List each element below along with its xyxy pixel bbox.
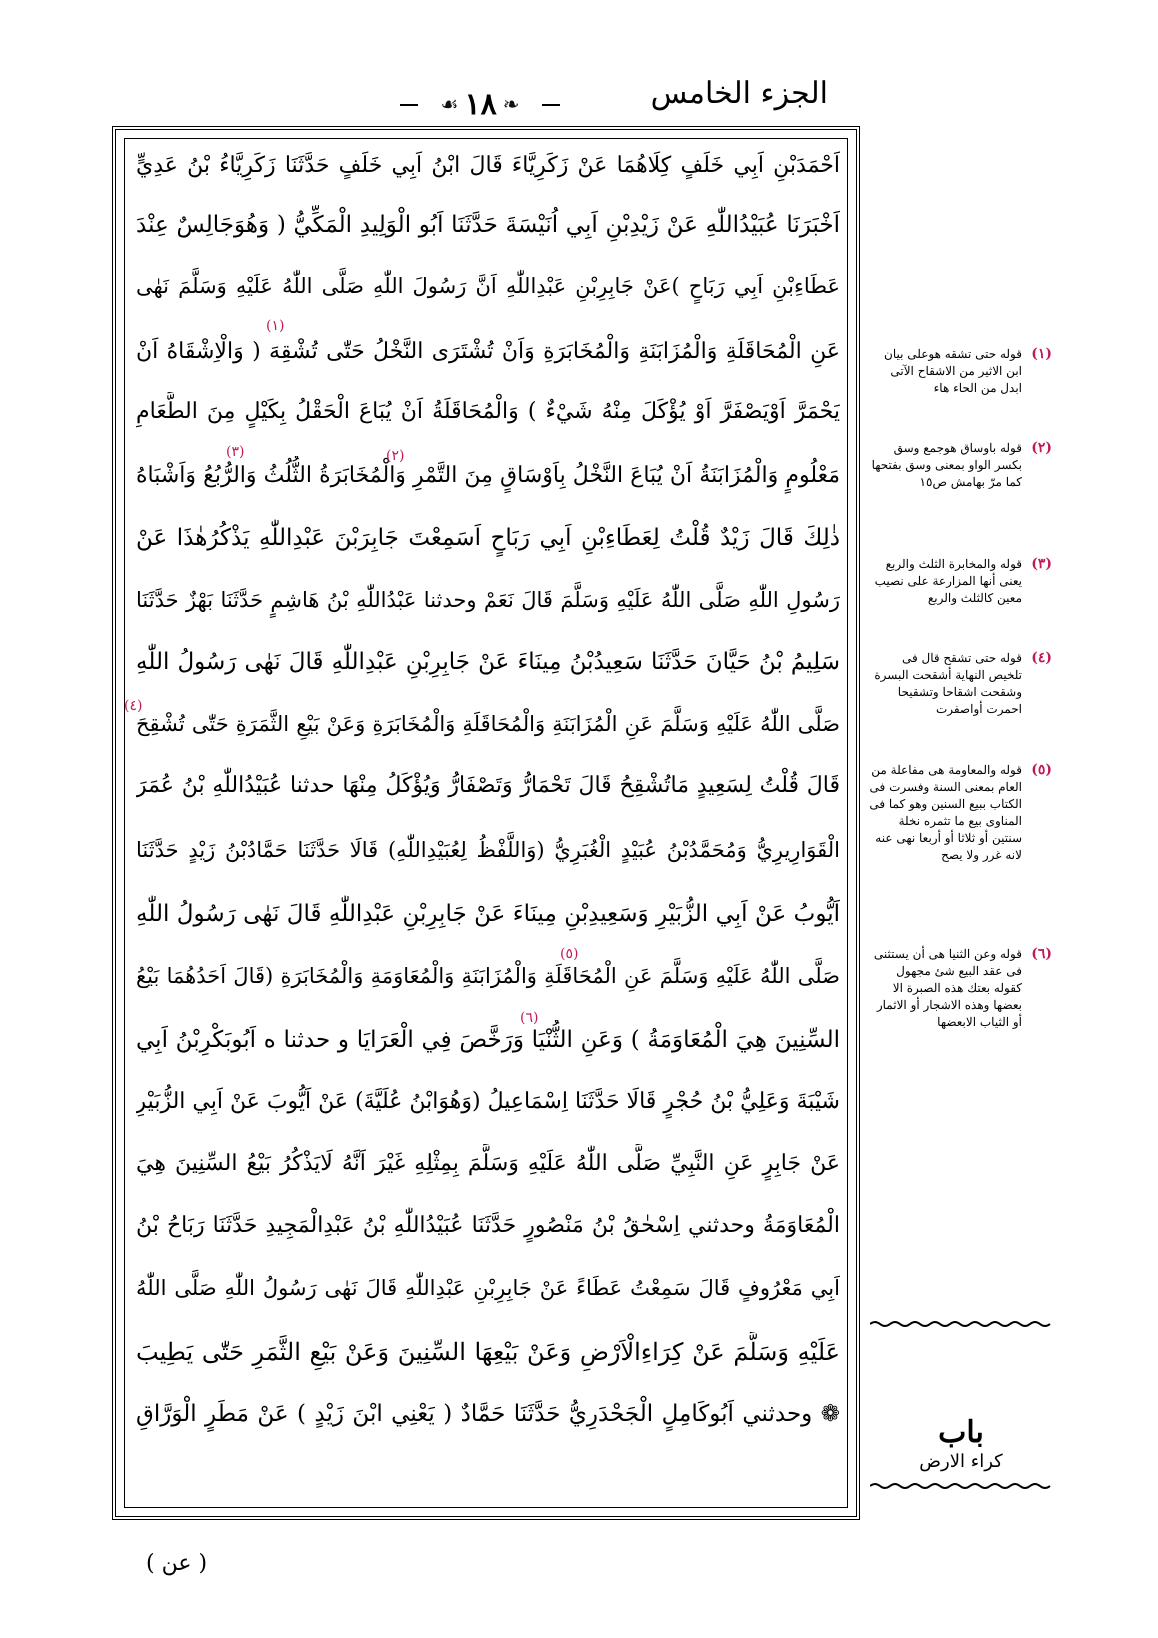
note-number: (٦) [1031, 946, 1052, 962]
note-number: (٥) [1031, 762, 1052, 778]
text-line: شَيْبَةَ وَعَلِيُّ بْنُ حُجْرٍ قَالَا حَدَّثَنَا اِسْمَاعِيلُ (وَهُوَابْنُ عُلَيَّةَ) عَنْ اَيُّوبَ عَنْ اَبِي الزُّبَيْرِ [136, 1089, 840, 1114]
left-ornament-icon: ❧ [502, 92, 520, 116]
header-rule [542, 104, 560, 106]
text-line: ذٰلِكَ قَالَ زَيْدٌ قُلْتُ لِعَطَاءِبْنِ اَبِي رَبَاحٍ اَسَمِعْتَ جَابِرَبْنَ عَبْدِاللّٰهِ يَذْكُرُهٰذَا عَنْ [136, 525, 840, 551]
wavy-divider [870, 1320, 1052, 1328]
note-text: قوله حتى تشقه هوعلى بيان ابن الاثير من الاشقاح الآتى ابدل من الحاء هاء [884, 347, 1022, 395]
bab-title: كراء الارض [919, 1451, 1003, 1472]
text-line: قَالَ قُلْتُ لِسَعِيدٍ مَاتُشْقِحُ قَالَ تَحْمَارُّ وَتَصْفَارُّ وَيُؤْكَلُ مِنْهَا حدثنا عُبَيْدُاللّٰهِ بْنُ عُمَرَ [136, 773, 840, 798]
margin-note [868, 650, 1052, 718]
margin-note [868, 346, 1052, 397]
text-line: عَنْ جَابِرٍ عَنِ النَّبِيِّ صَلَّى اللّٰهُ عَلَيْهِ وَسَلَّمَ بِمِثْلِهِ غَيْرَ اَنَّهُ لَايَذْكُرُ بَيْعُ السِّنِينَ هِيَ [136, 1151, 840, 1176]
footnote-marker: (٥) [560, 946, 579, 962]
text-line: الْمُعَاوَمَةُ وحدثني اِسْحٰقُ بْنُ مَنْصُورٍ حَدَّثَنَا عُبَيْدُاللّٰهِ بْنُ عَبْدِالْمَجِيدِ حَدَّثَنَا رَبَاحُ بْنُ [136, 1213, 840, 1238]
text-line: الْقَوَارِيرِيُّ وَمُحَمَّدُبْنُ عُبَيْدٍ الْغُبَرِيُّ (وَاللَّفْظُ لِعُبَيْدِاللّٰهِ) قَالَا حَدَّثَنَا حَمَّادُبْنُ زَيْدٍ حَدَّثَنَا [136, 838, 840, 862]
right-ornament-icon: ☙ [440, 92, 459, 116]
text-line: اَحْمَدَبْنِ اَبِي خَلَفٍ كِلَاهُمَا عَنْ زَكَرِيَّاءَ قَالَ ابْنُ اَبِي خَلَفٍ حَدَّثَنَا زَكَرِيَّاءُ بْنُ عَدِيٍّ [136, 153, 840, 178]
text-line: سَلِيمُ بْنُ حَيَّانَ حَدَّثَنَا سَعِيدُبْنُ مِينَاءَ عَنْ جَابِرِبْنِ عَبْدِاللّٰهِ قَالَ نَهٰى رَسُولُ اللّٰهِ [136, 649, 840, 675]
note-text: قوله وعن الثنيا هى أن يستثنى فى عقد البيع شئ مجهول كقوله بعتك هذه الصبرة الا بعضها وهذه الاشجار أو الاثمار أو الثياب الابعضها [873, 947, 1022, 1029]
margin-note [868, 762, 1052, 864]
bab-word: باب [938, 1415, 984, 1450]
note-number: (١) [1031, 346, 1052, 362]
margin-note [868, 440, 1052, 491]
text-line: اَخْبَرَنَا عُبَيْدُاللّٰهِ عَنْ زَيْدِبْنِ اَبِي اُنَيْسَةَ حَدَّثَنَا اَبُو الْوَلِيدِ الْمَكِّيُّ ( وَهُوَجَالِسٌ عِنْدَ [136, 212, 840, 238]
page-number-area [420, 84, 540, 124]
text-line: مَعْلُومٍ وَالْمُزَابَنَةُ اَنْ يُبَاعَ النَّخْلُ بِاَوْسَاقٍ مِنَ التَّمْرِ وَالْمُخَابَرَةُ الثُّلُثُ وَالرُّبُعُ وَاَشْبَاهُ [136, 463, 840, 488]
text-line: صَلَّى اللّٰهُ عَلَيْهِ وَسَلَّمَ عَنِ الْمُحَاقَلَةِ وَالْمُزَابَنَةِ وَالْمُعَاوَمَةِ وَالْمُخَابَرَةِ (قَالَ اَحَدُهُمَا بَيْعُ [136, 964, 840, 988]
text-line: السِّنِينَ هِيَ الْمُعَاوَمَةُ ) وَعَنِ الثُّنْيَا وَرَخَّصَ فِي الْعَرَايَا و حدثنا ه اَبُوبَكْرِبْنُ اَبِي [136, 1027, 840, 1053]
footnote-marker: (٣) [226, 444, 245, 460]
note-text: قوله والمعاومة هى مفاعلة من العام بمعنى السنة وفسرت فى الكتاب ببيع السنين وهو كما فى المناوى بيع ما تثمره نخلة سنتين أو ثلاثا أو أربعا نهى عنه لانه غرر ولا يصح [869, 763, 1022, 862]
signature-mark: ( عن ) [146, 1551, 208, 1576]
note-text: قوله والمخابرة الثلث والربع يعنى أنها المزارعة على نصيب معين كالثلث والربع [874, 557, 1022, 605]
note-number: (٣) [1031, 556, 1052, 572]
chapter-heading [870, 1416, 1052, 1474]
text-line: عَنِ الْمُحَاقَلَةِ وَالْمُزَابَنَةِ وَالْمُخَابَرَةِ وَاَنْ تُشْتَرَى النَّخْلُ حَتّٰى تُشْقِهَ ( وَالْاِشْقَاهُ اَنْ [136, 339, 840, 364]
text-line: عَطَاءِبْنِ اَبِي رَبَاحٍ )عَنْ جَابِرِبْنِ عَبْدِاللّٰهِ اَنَّ رَسُولَ اللّٰهِ صَلَّى اللّٰهُ عَلَيْهِ وَسَلَّمَ نَهٰى [136, 274, 840, 298]
page-number: ١٨ [464, 86, 497, 122]
footnote-marker: (٦) [520, 1010, 539, 1026]
text-line: عَلَيْهِ وَسَلَّمَ عَنْ كِرَاءِالْاَرْضِ وَعَنْ بَيْعِهَا السِّنِينَ وَعَنْ بَيْعِ الثَّمَرِ حَتّٰى يَطِيبَ [136, 1338, 840, 1366]
margin-note [868, 556, 1052, 607]
text-line: رَسُولِ اللّٰهِ صَلَّى اللّٰهُ عَلَيْهِ وَسَلَّمَ قَالَ نَعَمْ وحدثنا عَبْدُاللّٰهِ بْنُ هَاشِمٍ حَدَّثَنَا بَهْزٌ حَدَّثَنَا [136, 588, 840, 612]
footnote-marker: (٢) [386, 448, 405, 464]
note-text: قوله حتى تشقح قال فى تلخيص النهاية أشقحت البسرة وشقحت اشقاحا وتشقيحا احمرت أواصفرت [874, 651, 1022, 716]
part-title: الجزء الخامس [650, 76, 828, 111]
text-line: اَبِي مَعْرُوفٍ قَالَ سَمِعْتُ عَطَاءً عَنْ جَابِرِبْنِ عَبْدِاللّٰهِ قَالَ نَهٰى رَسُولُ اللّٰهِ صَلَّى اللّٰهُ [136, 1276, 840, 1300]
margin-note [868, 946, 1052, 1031]
wavy-divider [870, 1482, 1052, 1490]
note-number: (٢) [1031, 440, 1052, 456]
note-number: (٤) [1031, 650, 1052, 666]
text-line: ❁ وحدثني اَبُوكَامِلٍ الْجَحْدَرِيُّ حَدَّثَنَا حَمَّادٌ ( يَعْنِي ابْنَ زَيْدٍ ) عَنْ مَطَرٍ الْوَرَّاقِ [136, 1401, 840, 1427]
text-line: اَيُّوبُ عَنْ اَبِي الزُّبَيْرِ وَسَعِيدِبْنِ مِينَاءَ عَنْ جَابِرِبْنِ عَبْدِاللّٰهِ قَالَ نَهٰى رَسُولُ اللّٰهِ [136, 901, 840, 927]
footnote-marker: (١) [266, 318, 285, 334]
text-line: يَحْمَرَّ اَوْيَصْفَرَّ اَوْ يُؤْكَلَ مِنْهُ شَيْءٌ ) وَالْمُحَاقَلَةُ اَنْ يُبَاعَ الْحَقْلُ بِكَيْلٍ مِنَ الطَّعَامِ [136, 399, 840, 424]
note-text: قوله باوساق هوجمع وسق بكسر الواو بمعنى وسق بفتحها كما مرّ بهامش ص١٥ [871, 441, 1022, 489]
footnote-marker: (٤) [124, 698, 143, 714]
header-rule [400, 104, 418, 106]
text-line: صَلَّى اللّٰهُ عَلَيْهِ وَسَلَّمَ عَنِ الْمُزَابَنَةِ وَالْمُحَاقَلَةِ وَالْمُخَابَرَةِ وَعَنْ بَيْعِ الثَّمَرَةِ حَتّٰى تُشْقِحَ [136, 712, 840, 736]
